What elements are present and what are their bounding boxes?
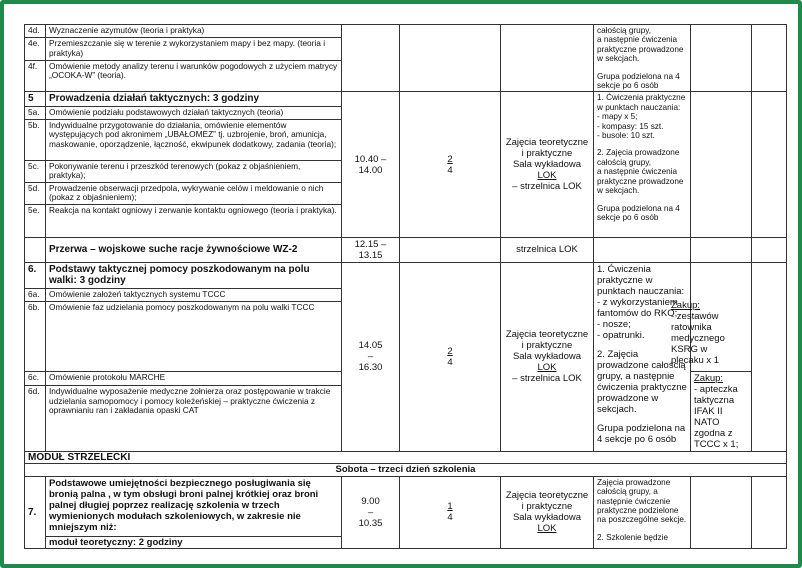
row-num: 5b. [25,119,46,160]
method-text: - nosze; [597,318,631,330]
time-cell [342,92,400,237]
equipment-cell [691,237,752,262]
place-cell [501,262,594,451]
day-header: Sobota – trzeci dzień szkolenia [25,464,787,477]
section-num: 6. [25,262,46,288]
row-topic: Indywidualne przygotowanie do działania, omówienie elementów występujących pod akronimem „UBAŁOMEZ” tj. uzbrojenie, broń, amunicja, maskowanie, oporządzenie, łączność, ekwipunek dodatkowy, zadania (teoria); [46,119,342,160]
row-num: 6c. [25,371,46,386]
row-num: 6b. [25,301,46,371]
equipment-cell [691,371,752,451]
row-num: 4e. [25,37,46,60]
hours-cell [400,25,501,92]
method-text: w punktach nauczania: [597,102,681,112]
row-topic: Omówienie protokołu MARCHE [46,371,342,386]
time-start: 10.40 – [354,153,387,165]
hours-numerator: 1 [447,501,453,513]
place-text: LOK [537,170,557,182]
hours-cell [400,476,501,549]
row-num: 4d. [25,25,46,38]
hours-denominator: 4 [447,356,453,368]
method-text: Grupa podzielona na 4 sekcje po 6 osób [597,422,686,445]
row-topic: Omówienie metody analizy terenu i warunków pogodowych z użyciem matrycy „OCOKA-W” (teoria). [46,60,342,92]
place-text: – strzelnica LOK [512,373,582,385]
hours-denominator: 4 [447,512,453,524]
method-text: - z wykorzystaniem fantomów do RKO; [597,296,678,319]
hours-cell [400,237,501,262]
purchase-heading: Zakup: [671,300,701,311]
row-topic: Omówienie faz udzielania pomocy poszkodowanym na polu walki TCCC [46,301,342,371]
time-cell [342,476,400,549]
module-header: MODUŁ STRZELECKI [25,451,787,464]
time-end: 16.30 [358,362,383,374]
place-text: LOK [537,362,557,374]
time-start: 14.05 [358,340,383,352]
method-cell [594,92,691,237]
place-text: Sala wykładowa [512,159,582,171]
row-num: 5d. [25,182,46,204]
training-schedule-table [24,24,787,549]
section-num: 7. [25,476,46,549]
place-cell [501,25,594,92]
method-text: - kompasy: 15 szt. [597,121,664,131]
equipment-cell [691,25,752,92]
place-text: Zajęcia teoretyczne i praktyczne [505,490,589,513]
row-topic: Prowadzenie obserwacji przedpola, wykrywanie celów i meldowanie o nich (pokaz z objaśnieniem); [46,182,342,204]
notes-cell [752,25,787,92]
break-time: 12.15 – 13.15 [342,237,400,262]
section-subtitle: moduł teoretyczny: 2 godziny [46,536,342,549]
time-dash: – [367,351,374,363]
section-title: Podstawy taktycznej pomocy poszkodowanym na polu walki: 3 godziny [46,262,342,288]
method-text: 2. Szkolenie będzie [597,532,669,542]
method-text: - busole: 10 szt. [597,131,655,141]
purchase-text: - zestawów ratownika medycznego KSRG w plecaku x 1 [671,311,725,366]
time-cell [342,25,400,92]
equipment-cell [691,476,752,549]
notes-cell [752,92,787,237]
method-text: - mapy x 5; [597,112,638,122]
method-text: a następnie ćwiczenia praktyczne prowadzone w sekcjach. [597,167,684,196]
place-cell [501,476,594,549]
purchase-note-1 [671,300,729,366]
method-text: 1. Ćwiczenia praktyczne w punktach nauczania: [597,263,685,297]
row-num: 5e. [25,204,46,237]
time-start: 9.00 [361,495,380,507]
method-cell [594,476,691,549]
method-text: 2. Zajęcia prowadzone całością grupy, a następnie ćwiczenia praktyczne prowadzone w sekcjach. [597,348,687,415]
method-text: całością grupy, [597,26,652,35]
notes-cell [752,262,787,451]
row-num: 4f. [25,60,46,92]
place-text: LOK [537,523,557,535]
row-num [25,237,46,262]
place-text: Sala wykładowa [512,512,582,524]
place-text: Sala wykładowa [512,351,582,363]
hours-numerator: 2 [447,153,453,165]
time-cell [342,262,400,451]
row-topic: Indywidualne wyposażenie medyczne żołnierza oraz postępowanie w trakcie udzielania samopomocy i pomocy koleżeńskiej – praktyczne ćwiczenia z oprawnianiu ran i zakładania opaski CAT [46,386,342,451]
hours-cell [400,262,501,451]
place-text: Zajęcia teoretyczne i praktyczne [505,329,589,352]
break-title: Przerwa – wojskowe suche racje żywnościowe WZ-2 [46,237,342,262]
time-end: 10.35 [358,517,383,529]
row-num: 6a. [25,288,46,301]
time-end: 14.00 [358,164,383,176]
hours-cell [400,92,501,237]
row-topic: Omówienie założeń taktycznych systemu TCCC [46,288,342,301]
place-cell [501,92,594,237]
row-topic: Omówienie podziału podstawowych działań taktycznych (teoria) [46,106,342,119]
method-text: a następnie ćwiczenia praktyczne prowadzone w sekcjach. [597,35,684,64]
method-text: - opatrunki. [597,329,645,341]
place-text: – strzelnica LOK [512,181,582,193]
row-topic: Wyznaczenie azymutów (teoria i praktyka) [46,25,342,38]
purchase-text: - apteczka taktyczna IFAK II NATO zgodna z TCCC x 1; [694,383,739,450]
section-title: Podstawowe umiejętności bezpiecznego posługiwania się bronią palna , w tym obsługi broni palnej krótkiej oraz broni palnej długiej poprzez realizację szkolenia w trzech wymienionych modułach szkoleniowych, w zakresie nie mniejszym niż: [46,476,342,536]
equipment-cell [691,92,752,237]
hours-denominator: 4 [447,164,453,176]
section-title: Prowadzenia działań taktycznych: 3 godziny [46,92,342,107]
row-topic: Reakcja na kontakt ogniowy i zerwanie kontaktu ogniowego (teoria i praktyka). [46,204,342,237]
notes-cell [752,237,787,262]
row-topic: Pokonywanie terenu i przeszkód terenowych (pokaz z objaśnieniem, praktyka); [46,160,342,182]
method-text: Grupa podzielona na 4 sekcje po 6 osób [597,71,680,91]
break-place: strzelnica LOK [501,237,594,262]
row-num: 5c. [25,160,46,182]
method-cell [594,25,691,92]
method-cell [594,237,691,262]
section-num: 5 [25,92,46,107]
row-topic: Przemieszczanie się w terenie z wykorzystaniem mapy i bez mapy. (teoria i praktyka) [46,37,342,60]
method-text: 1. Ćwiczenia praktyczne [597,93,686,103]
method-text: 2. Zajęcia prowadzone całością grupy, [597,148,680,167]
notes-cell [752,476,787,549]
purchase-heading: Zakup: [694,372,724,384]
row-num: 5a. [25,106,46,119]
document-page [4,4,798,564]
method-text: Grupa podzielona na 4 sekcje po 6 osób [597,203,680,222]
hours-numerator: 2 [447,345,453,357]
place-text: Zajęcia teoretyczne i praktyczne [505,137,589,160]
row-num: 6d. [25,386,46,451]
time-dash: – [367,506,374,518]
method-text: Zajęcia prowadzone całością grupy, a następnie ćwiczenie praktyczne podzielone na poszczególne sekcje. [597,477,687,525]
